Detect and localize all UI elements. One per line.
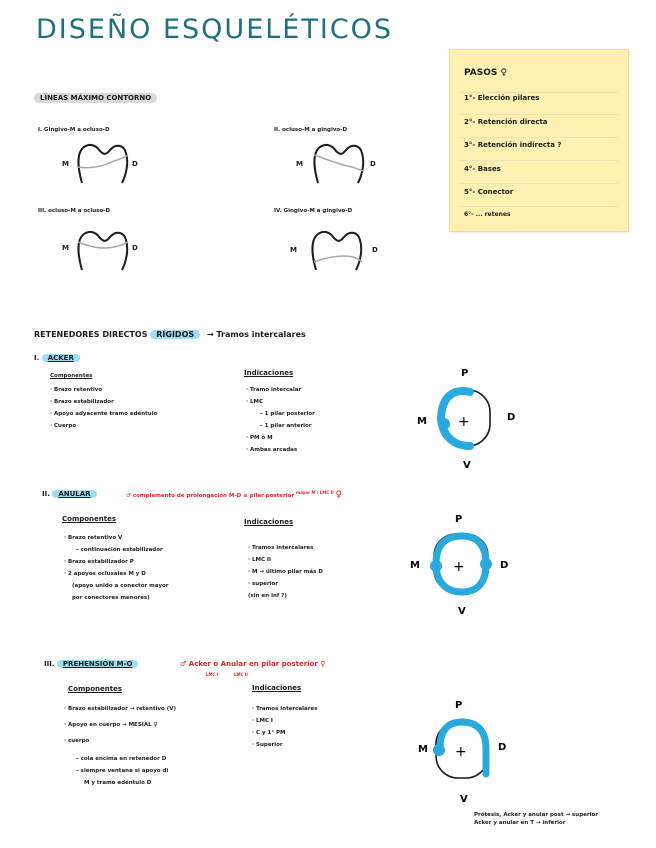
- list-item: · Brazo retentivo: [50, 387, 103, 393]
- list-item: · Apoyo adyacente tramo edéntulo: [50, 411, 158, 417]
- list-item: · LMC: [246, 399, 264, 405]
- list-item: – cola encima en retenedor D: [76, 756, 167, 762]
- pasos-item: 3°- Retención indirecta ?: [464, 141, 562, 149]
- pasos-title: PASOS ♀: [464, 68, 508, 78]
- list-item: – 1 pilar anterior: [260, 423, 312, 429]
- acker-indications-heading: Indicaciones: [244, 369, 294, 377]
- note-rule: [460, 137, 618, 138]
- list-item: – siempre ventana si apoyo di: [76, 768, 169, 774]
- prehension-components-heading: Componentes: [68, 685, 123, 693]
- prehension-heading: III. PREHENSIÓN M-O: [44, 660, 138, 668]
- list-item: · LMC II: [248, 557, 272, 563]
- pasos-item: 6°- ... retenes: [464, 211, 511, 218]
- acker-components-heading: Componentes: [50, 373, 93, 379]
- diagram-p-label: P: [455, 700, 463, 711]
- anular-clasp-diagram: [406, 508, 516, 618]
- acker-components-list: [50, 384, 157, 432]
- lineas-heading: LÍNEAS MÁXIMO CONTORNO: [34, 94, 157, 102]
- list-item: · Tramos intercalares: [252, 706, 318, 712]
- list-item: · Tramos intercalares: [248, 545, 314, 551]
- pasos-note: [449, 49, 629, 232]
- mesial-label: M: [296, 160, 303, 168]
- diagram-m-label: M: [417, 416, 427, 427]
- lmc-label: LMC I: [206, 672, 219, 677]
- mesial-label: M: [290, 246, 297, 254]
- distal-label: D: [372, 246, 378, 254]
- distal-label: D: [132, 160, 138, 168]
- anular-indications-heading: Indicaciones: [244, 518, 294, 526]
- tooth-outline-drawing: [76, 228, 130, 273]
- retenedores-heading: RETENEDORES DIRECTOS RÍGIDOS → Tramos intercalares: [34, 330, 306, 339]
- list-item: (apoyo unido a conector mayor: [72, 583, 169, 589]
- footnote: Prótesis, Acker y anular post → superior Acker y anular en T → inferior: [474, 812, 598, 826]
- diagram-plus-label: +: [458, 414, 470, 430]
- list-item: · M → último pilar más D: [248, 569, 323, 575]
- diagram-d-label: D: [498, 742, 507, 753]
- acker-heading: I. ACKER: [34, 354, 80, 362]
- list-item: · Apoyo en cuerpo → MESIAL ♀: [64, 722, 158, 728]
- diagram-v-label: V: [458, 606, 466, 617]
- diagram-d-label: D: [500, 560, 509, 571]
- list-item: · cuerpo: [64, 738, 90, 744]
- anular-indications-list: [248, 542, 323, 602]
- list-item: – continuación estabilizador: [76, 547, 163, 553]
- tooth-outline-drawing: [312, 141, 366, 186]
- tooth-outline-drawing: [76, 141, 130, 186]
- pasos-item: 4°- Bases: [464, 165, 501, 173]
- distal-label: D: [132, 244, 138, 252]
- list-item: · LMC I: [252, 718, 273, 724]
- list-item: · C y 1° PM: [252, 730, 286, 736]
- pasos-item: 2°- Retención directa: [464, 118, 548, 126]
- diagram-v-label: V: [463, 460, 471, 471]
- note-rule: [460, 92, 618, 93]
- note-rule: [460, 183, 618, 184]
- tooth-outline-drawing: [310, 228, 366, 273]
- anular-components-list: [64, 532, 169, 604]
- prehension-indications-heading: Indicaciones: [252, 684, 302, 692]
- prehension-clasp-diagram: [412, 694, 522, 804]
- acker-indications-list: [246, 384, 315, 456]
- list-item: – 1 pilar posterior: [260, 411, 315, 417]
- diagram-plus-label: +: [453, 559, 465, 575]
- mesial-label: M: [62, 244, 69, 252]
- case-label: IV. Gingivo-M a gingivo-D: [274, 208, 353, 214]
- list-item: · Brazo retentivo V: [64, 535, 123, 541]
- list-item: · 2 apoyos oclusales M y D: [64, 571, 146, 577]
- prehension-note: ♂ Acker o Anular en pilar posterior ♀: [180, 660, 326, 668]
- list-item: · Superior: [252, 742, 283, 748]
- list-item: (sin en inf ?): [248, 593, 287, 599]
- list-item: · Ambas arcadas: [246, 447, 298, 453]
- lmc-label: LMC II: [234, 672, 248, 677]
- prehension-indications-list: [252, 703, 317, 751]
- list-item: · Cuerpo: [50, 423, 77, 429]
- anular-components-heading: Componentes: [62, 515, 117, 523]
- list-item: · Brazo estabilizador P: [64, 559, 134, 565]
- list-item: · Brazo estabilizador: [50, 399, 114, 405]
- prehension-components-list: [64, 703, 176, 789]
- list-item: · Tramo intercalar: [246, 387, 302, 393]
- acker-clasp-diagram: [414, 362, 524, 472]
- diagram-plus-label: +: [455, 744, 467, 760]
- diagram-d-label: D: [507, 412, 516, 423]
- pasos-item: 5°- Conector: [464, 188, 514, 196]
- anular-heading: II. ANULAR: [42, 490, 97, 498]
- diagram-v-label: V: [460, 794, 468, 804]
- rigidos-highlight: RÍGIDOS: [150, 330, 200, 339]
- diagram-m-label: M: [410, 560, 420, 571]
- case-label: I. Gingivo-M a ocluso-D: [38, 127, 110, 133]
- anular-note: ♂ complemento de prolongación M-D ≤ pilar posterior $^{mayor M / LMC II}$ ♀: [126, 490, 343, 500]
- note-rule: [460, 114, 618, 115]
- list-item: por conectores menores): [72, 595, 150, 601]
- pasos-item: 1°- Elección pilares: [464, 94, 540, 102]
- diagram-m-label: M: [418, 744, 428, 755]
- diagram-p-label: P: [461, 368, 469, 379]
- distal-label: D: [370, 160, 376, 168]
- page-title: DISEÑO ESQUELÉTICOS: [36, 14, 394, 45]
- mesial-label: M: [62, 160, 69, 168]
- list-item: · Brazo estabilizador → retentivo (V): [64, 706, 177, 712]
- case-label: III. ocluso-M a ocluso-D: [38, 208, 111, 214]
- note-rule: [460, 206, 618, 207]
- note-rule: [460, 160, 618, 161]
- case-label: II. ocluso-M a gingivo-D: [274, 127, 348, 133]
- list-item: · superior: [248, 581, 278, 587]
- diagram-p-label: P: [455, 514, 463, 525]
- list-item: · PM ó M: [246, 435, 273, 441]
- list-item: M y tramo edéntulo D: [84, 780, 152, 786]
